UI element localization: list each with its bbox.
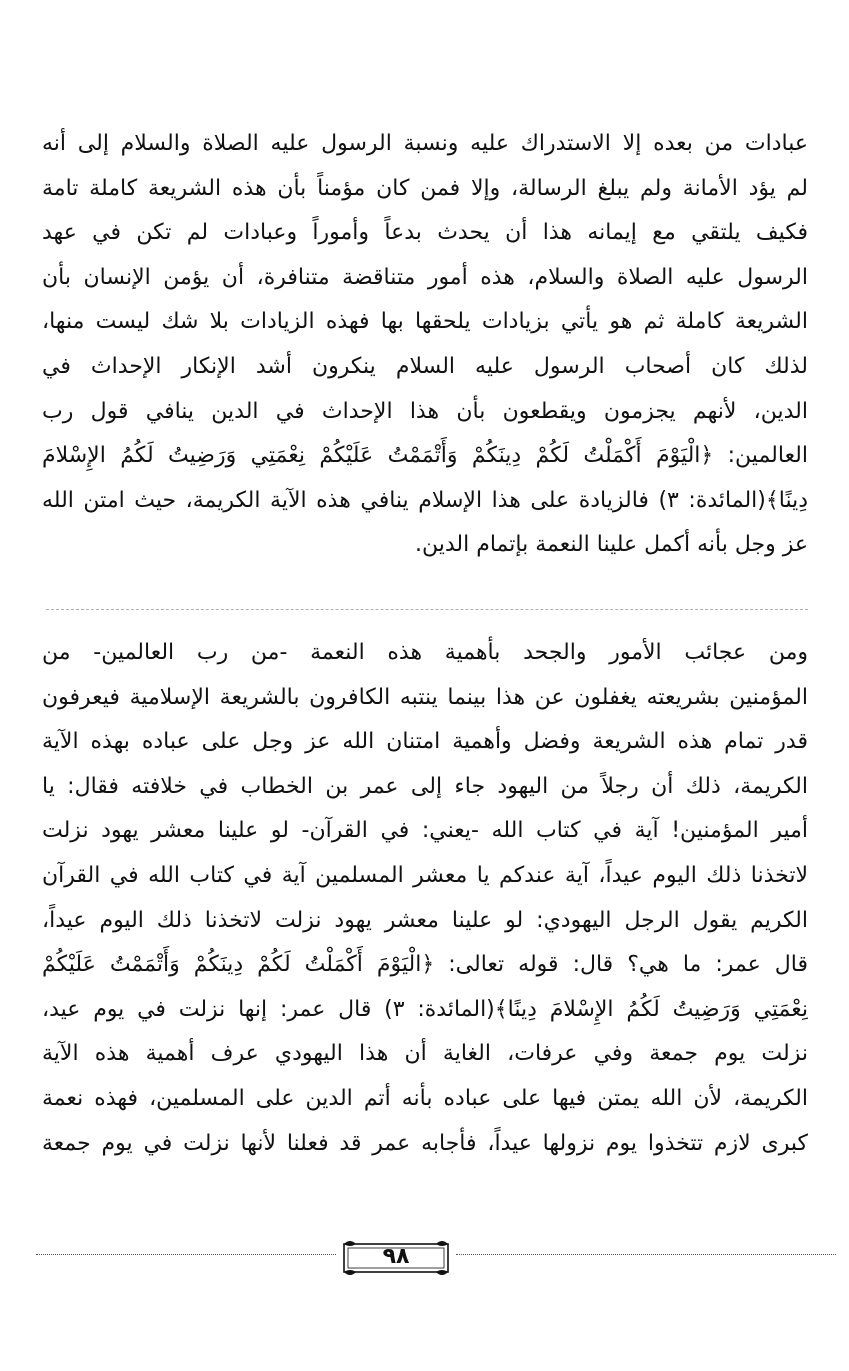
text-line: العالمين: ﴿الْيَوْمَ أَكْمَلْتُ لَكُمْ دِينَكُمْ وَأَتْمَمْتُ عَلَيْكُمْ نِعْمَتِي وَرَضِيتُ لَكُمُ الإِسْلامَ — [42, 443, 808, 469]
text-line: الكريمة، لأن الله يمتن فيها على عباده بأنه أتم الدين على المسلمين، فهذه نعمة — [42, 1085, 808, 1111]
text-line: دِينًا﴾(المائدة: ٣) فالزيادة على هذا الإسلام ينافي هذه الآية الكريمة، حيث امتن الله — [42, 487, 808, 513]
text-line: قال عمر: ما هي؟ قال: قوله تعالى: ﴿الْيَوْمَ أَكْمَلْتُ لَكُمْ دِينَكُمْ وَأَتْمَمْتُ عَلَيْكُمْ — [42, 952, 808, 978]
text-line: عز وجل بأنه أكمل علينا النعمة بإتمام الدين. — [414, 532, 808, 558]
text-line: فكيف يلتقي مع إيمانه هذا أن يحدث بدعاً وأموراً وعبادات لم تكن في عهد — [42, 220, 808, 246]
text-line: الشريعة كاملة ثم هو يأتي بزيادات يلحقها بها فهذه الزيادات بلا شك ليست منها، — [42, 309, 808, 335]
footer-rule-left — [36, 1254, 336, 1255]
text-line: لم يؤد الأمانة ولم يبلغ الرسالة، وإلا فمن كان مؤمناً بأن هذه الشريعة كاملة تامة — [42, 175, 808, 201]
text-line: أمير المؤمنين! آية في كتاب الله -يعني: في القرآن- لو علينا معشر يهود نزلت — [42, 818, 808, 844]
text-line: ومن عجائب الأمور والجحد بأهمية هذه النعمة -من رب العالمين- من — [42, 640, 808, 665]
text-line: عبادات من بعده إلا الاستدراك عليه ونسبة الرسول عليه الصلاة والسلام إلى أنه — [42, 131, 808, 156]
paragraph-separator — [46, 609, 808, 610]
text-line: الرسول عليه الصلاة والسلام، هذه أمور متناقضة متنافرة، أن يؤمن الإنسان بأن — [42, 264, 808, 290]
text-line: لاتخذنا ذلك اليوم عيداً، آية عندكم يا معشر المسلمين آية في كتاب الله في القرآن — [42, 862, 808, 888]
page-number: ٩٨ — [382, 1244, 410, 1269]
text-line: قدر تمام هذه الشريعة وفضل وأهمية امتنان الله عز وجل على عباده بهذه الآية — [42, 729, 808, 755]
text-line: الكريم يقول الرجل اليهودي: لو علينا معشر يهود نزلت لاتخذنا ذلك اليوم عيداً، — [42, 907, 808, 933]
text-line: كبرى لازم تتخذوا يوم نزولها عيداً، فأجابه عمر قد فعلنا لأنها نزلت في يوم جمعة — [42, 1130, 808, 1156]
footer-rule-right — [456, 1254, 836, 1255]
text-line: نزلت يوم جمعة وفي عرفات، الغاية أن هذا اليهودي عرف أهمية هذه الآية — [42, 1041, 808, 1067]
text-line: الدين، لأنهم يجزمون ويقطعون بأن هذا الإحداث في الدين ينافي قول رب — [42, 398, 808, 424]
paragraph-2 — [42, 631, 808, 1166]
text-line: المؤمنين بشريعته يغفلون عن هذا بينما ينتبه الكافرون بالشريعة الإسلامية فيعرفون — [42, 684, 808, 710]
paragraph-1 — [42, 122, 808, 568]
page-number-frame — [340, 1238, 452, 1278]
text-line: نِعْمَتِي وَرَضِيتُ لَكُمُ الإِسْلامَ دِينًا﴾(المائدة: ٣) قال عمر: إنها نزلت في يوم عيد، — [42, 996, 808, 1022]
text-line: الكريمة، ذلك أن رجلاً من اليهود جاء إلى عمر بن الخطاب في خلافته فقال: يا — [42, 773, 808, 799]
text-line: لذلك كان أصحاب الرسول عليه السلام ينكرون أشد الإنكار الإحداث في — [42, 353, 808, 379]
